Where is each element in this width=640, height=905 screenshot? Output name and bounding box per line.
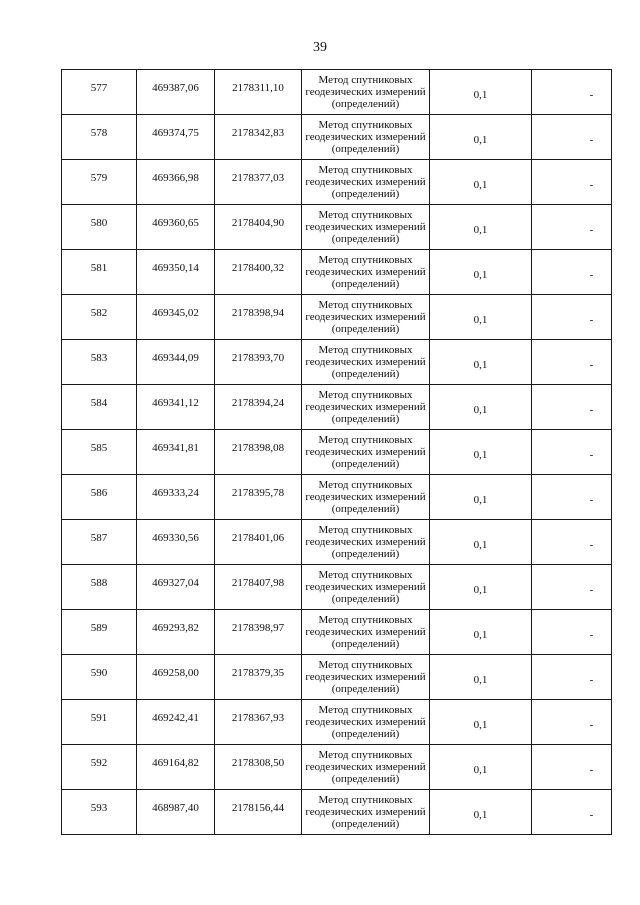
y-coordinate-cell: 2178401,06 — [215, 520, 302, 565]
extra-cell: - — [532, 205, 612, 250]
x-coordinate-cell: 469344,09 — [137, 340, 215, 385]
x-coordinate-cell: 469327,04 — [137, 565, 215, 610]
point-number-cell: 584 — [62, 385, 137, 430]
point-number-cell: 586 — [62, 475, 137, 520]
point-number-cell: 587 — [62, 520, 137, 565]
extra-cell: - — [532, 295, 612, 340]
method-cell: Метод спутниковых геодезических измерений (определений) — [302, 295, 430, 340]
method-cell: Метод спутниковых геодезических измерений (определений) — [302, 700, 430, 745]
y-coordinate-cell: 2178404,90 — [215, 205, 302, 250]
table-row — [62, 655, 612, 700]
accuracy-cell: 0,1 — [430, 700, 532, 745]
x-coordinate-cell: 469164,82 — [137, 745, 215, 790]
method-cell: Метод спутниковых геодезических измерений (определений) — [302, 250, 430, 295]
table-row — [62, 160, 612, 205]
method-cell: Метод спутниковых геодезических измерений (определений) — [302, 115, 430, 160]
y-coordinate-cell: 2178342,83 — [215, 115, 302, 160]
method-cell: Метод спутниковых геодезических измерений (определений) — [302, 430, 430, 475]
accuracy-cell: 0,1 — [430, 475, 532, 520]
point-number-cell: 589 — [62, 610, 137, 655]
extra-cell: - — [532, 565, 612, 610]
extra-cell: - — [532, 115, 612, 160]
table-row — [62, 700, 612, 745]
point-number-cell: 592 — [62, 745, 137, 790]
extra-cell: - — [532, 340, 612, 385]
accuracy-cell: 0,1 — [430, 430, 532, 475]
accuracy-cell: 0,1 — [430, 340, 532, 385]
accuracy-cell: 0,1 — [430, 160, 532, 205]
extra-cell: - — [532, 385, 612, 430]
y-coordinate-cell: 2178395,78 — [215, 475, 302, 520]
x-coordinate-cell: 469374,75 — [137, 115, 215, 160]
extra-cell: - — [532, 745, 612, 790]
table-row — [62, 475, 612, 520]
point-number-cell: 582 — [62, 295, 137, 340]
table-row — [62, 205, 612, 250]
point-number-cell: 588 — [62, 565, 137, 610]
x-coordinate-cell: 469360,65 — [137, 205, 215, 250]
accuracy-cell: 0,1 — [430, 745, 532, 790]
extra-cell: - — [532, 700, 612, 745]
point-number-cell: 585 — [62, 430, 137, 475]
x-coordinate-cell: 468987,40 — [137, 790, 215, 835]
accuracy-cell: 0,1 — [430, 115, 532, 160]
y-coordinate-cell: 2178400,32 — [215, 250, 302, 295]
y-coordinate-cell: 2178308,50 — [215, 745, 302, 790]
accuracy-cell: 0,1 — [430, 70, 532, 115]
y-coordinate-cell: 2178398,94 — [215, 295, 302, 340]
y-coordinate-cell: 2178393,70 — [215, 340, 302, 385]
point-number-cell: 580 — [62, 205, 137, 250]
point-number-cell: 577 — [62, 70, 137, 115]
x-coordinate-cell: 469387,06 — [137, 70, 215, 115]
y-coordinate-cell: 2178367,93 — [215, 700, 302, 745]
extra-cell: - — [532, 520, 612, 565]
table-row — [62, 70, 612, 115]
x-coordinate-cell: 469345,02 — [137, 295, 215, 340]
method-cell: Метод спутниковых геодезических измерений (определений) — [302, 340, 430, 385]
point-number-cell: 579 — [62, 160, 137, 205]
accuracy-cell: 0,1 — [430, 205, 532, 250]
extra-cell: - — [532, 475, 612, 520]
x-coordinate-cell: 469366,98 — [137, 160, 215, 205]
point-number-cell: 593 — [62, 790, 137, 835]
table-row — [62, 385, 612, 430]
table-row — [62, 790, 612, 835]
accuracy-cell: 0,1 — [430, 610, 532, 655]
table-row — [62, 565, 612, 610]
extra-cell: - — [532, 655, 612, 700]
method-cell: Метод спутниковых геодезических измерений (определений) — [302, 610, 430, 655]
method-cell: Метод спутниковых геодезических измерений (определений) — [302, 655, 430, 700]
accuracy-cell: 0,1 — [430, 385, 532, 430]
method-cell: Метод спутниковых геодезических измерений (определений) — [302, 745, 430, 790]
extra-cell: - — [532, 430, 612, 475]
point-number-cell: 578 — [62, 115, 137, 160]
x-coordinate-cell: 469341,81 — [137, 430, 215, 475]
x-coordinate-cell: 469258,00 — [137, 655, 215, 700]
accuracy-cell: 0,1 — [430, 250, 532, 295]
point-number-cell: 590 — [62, 655, 137, 700]
x-coordinate-cell: 469333,24 — [137, 475, 215, 520]
y-coordinate-cell: 2178311,10 — [215, 70, 302, 115]
x-coordinate-cell: 469350,14 — [137, 250, 215, 295]
extra-cell: - — [532, 790, 612, 835]
page-number: 39 — [313, 40, 327, 55]
point-number-cell: 583 — [62, 340, 137, 385]
method-cell: Метод спутниковых геодезических измерений (определений) — [302, 520, 430, 565]
x-coordinate-cell: 469242,41 — [137, 700, 215, 745]
method-cell: Метод спутниковых геодезических измерений (определений) — [302, 70, 430, 115]
table-row — [62, 250, 612, 295]
accuracy-cell: 0,1 — [430, 790, 532, 835]
table-row — [62, 295, 612, 340]
y-coordinate-cell: 2178398,97 — [215, 610, 302, 655]
extra-cell: - — [532, 250, 612, 295]
accuracy-cell: 0,1 — [430, 295, 532, 340]
table-row — [62, 610, 612, 655]
y-coordinate-cell: 2178156,44 — [215, 790, 302, 835]
method-cell: Метод спутниковых геодезических измерений (определений) — [302, 385, 430, 430]
table-row — [62, 430, 612, 475]
method-cell: Метод спутниковых геодезических измерений (определений) — [302, 790, 430, 835]
x-coordinate-cell: 469341,12 — [137, 385, 215, 430]
table-row — [62, 745, 612, 790]
x-coordinate-cell: 469330,56 — [137, 520, 215, 565]
y-coordinate-cell: 2178379,35 — [215, 655, 302, 700]
y-coordinate-cell: 2178377,03 — [215, 160, 302, 205]
coordinates-table — [61, 69, 612, 835]
x-coordinate-cell: 469293,82 — [137, 610, 215, 655]
table-row — [62, 520, 612, 565]
accuracy-cell: 0,1 — [430, 565, 532, 610]
method-cell: Метод спутниковых геодезических измерений (определений) — [302, 475, 430, 520]
point-number-cell: 591 — [62, 700, 137, 745]
y-coordinate-cell: 2178407,98 — [215, 565, 302, 610]
method-cell: Метод спутниковых геодезических измерений (определений) — [302, 565, 430, 610]
table-row — [62, 340, 612, 385]
accuracy-cell: 0,1 — [430, 520, 532, 565]
table-body — [62, 70, 612, 835]
accuracy-cell: 0,1 — [430, 655, 532, 700]
table-row — [62, 115, 612, 160]
y-coordinate-cell: 2178394,24 — [215, 385, 302, 430]
y-coordinate-cell: 2178398,08 — [215, 430, 302, 475]
point-number-cell: 581 — [62, 250, 137, 295]
extra-cell: - — [532, 70, 612, 115]
extra-cell: - — [532, 610, 612, 655]
extra-cell: - — [532, 160, 612, 205]
method-cell: Метод спутниковых геодезических измерений (определений) — [302, 160, 430, 205]
method-cell: Метод спутниковых геодезических измерений (определений) — [302, 205, 430, 250]
